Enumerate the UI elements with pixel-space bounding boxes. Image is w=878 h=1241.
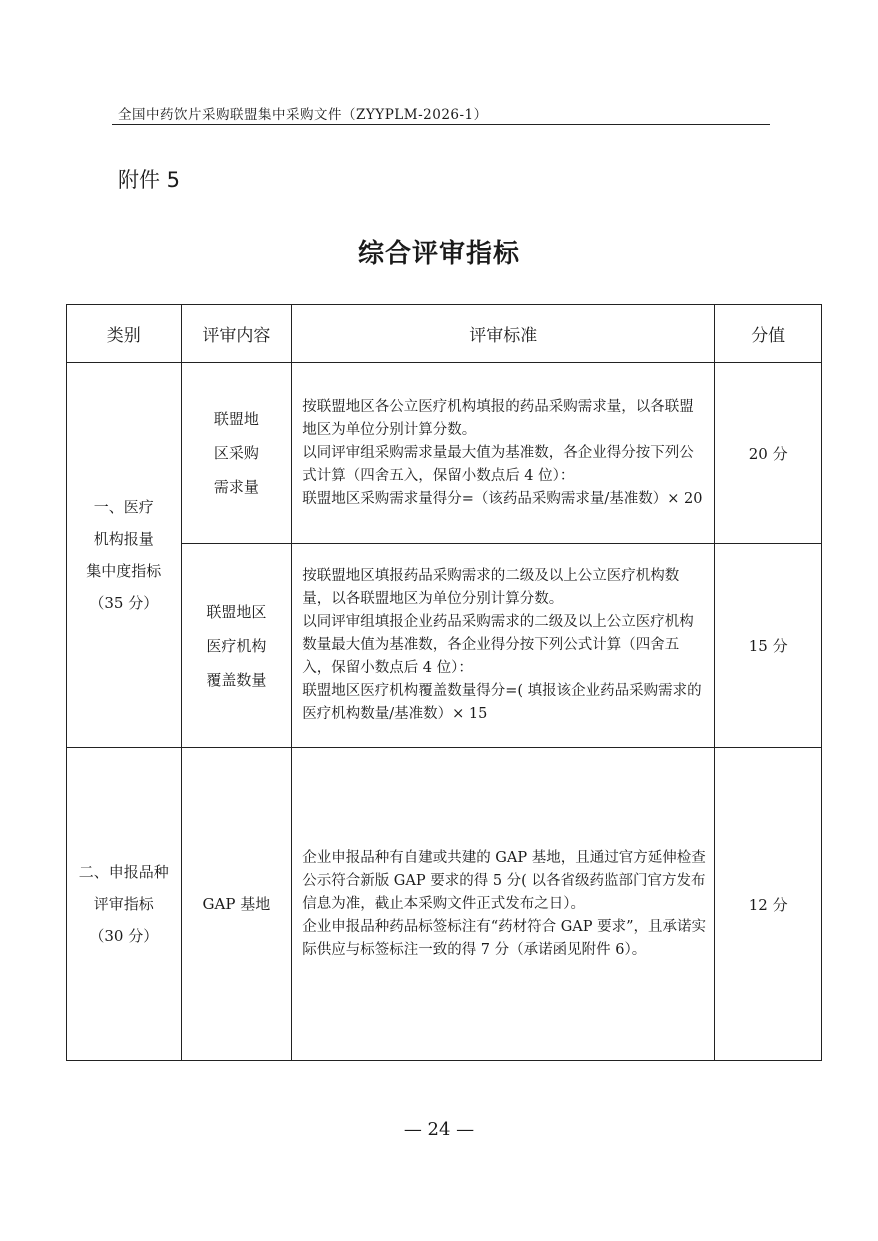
score-cell: 20 分 (715, 363, 822, 544)
page-title: 综合评审指标 (357, 239, 520, 269)
criteria-paragraph: 企业申报品种有自建或共建的 GAP 基地，且通过官方延伸检查公示符合新版 GAP 要求的得 5 分( 以各省级药监部门官方发布信息为准，截止本采购文件正式发布之日）。 (302, 849, 706, 912)
review-item-line: 覆盖数量 (206, 670, 267, 689)
criteria-cell (292, 748, 715, 1061)
category-line: 机构报量 (93, 530, 154, 548)
table-row (67, 748, 822, 1061)
column-header-category: 类别 (67, 305, 182, 363)
review-item-line: 联盟地 (213, 410, 259, 428)
attachment-label: 附件 5 (118, 168, 181, 192)
criteria-cell (292, 544, 715, 748)
running-header: 全国中药饮片采购联盟集中采购文件（ZYYPLM-2026-1） (118, 107, 488, 123)
category-cell (67, 363, 182, 748)
criteria-paragraph: 联盟地区医疗机构覆盖数量得分=( 填报该企业药品采购需求的医疗机构数量/基准数）× 15 (302, 683, 702, 722)
category-line: （30 分） (89, 927, 159, 945)
review-item-line: GAP 基地 (202, 895, 271, 913)
review-item-cell (181, 748, 292, 1061)
column-header-score: 分值 (715, 305, 822, 363)
score-cell: 12 分 (715, 748, 822, 1061)
review-item-cell (181, 544, 292, 748)
criteria-cell (292, 363, 715, 544)
category-line: 评审指标 (93, 895, 154, 913)
review-item-line: 区采购 (213, 444, 259, 462)
category-line: 一、医疗 (93, 498, 154, 516)
header-rule (112, 124, 770, 125)
review-item-line: 需求量 (213, 478, 259, 496)
criteria-paragraph: 按联盟地区填报药品采购需求的二级及以上公立医疗机构数量，以各联盟地区为单位分别计算分数。 (302, 568, 680, 607)
criteria-paragraph: 以同评审组采购需求量最大值为基准数，各企业得分按下列公式计算（四舍五入，保留小数点后 4 位）： (302, 444, 694, 484)
table-row (67, 363, 822, 544)
category-line: 二、申报品种 (78, 863, 169, 881)
review-criteria-table (66, 304, 822, 1061)
review-item-line: 联盟地区 (206, 602, 267, 621)
review-item-line: 医疗机构 (206, 636, 267, 655)
column-header-review-standard: 评审标准 (292, 305, 715, 363)
criteria-paragraph: 以同评审组填报企业药品采购需求的二级及以上公立医疗机构数量最大值为基准数，各企业得分按下列公式计算（四舍五入，保留小数点后 4 位）： (302, 614, 694, 676)
category-cell (67, 748, 182, 1061)
category-line: （35 分） (89, 594, 159, 612)
column-header-review-content: 评审内容 (181, 305, 292, 363)
category-line: 集中度指标 (86, 562, 162, 580)
page-number: — 24 — (403, 1119, 475, 1140)
score-cell: 15 分 (715, 544, 822, 748)
criteria-paragraph: 联盟地区采购需求量得分=（该药品采购需求量/基准数）× 20 (302, 490, 703, 507)
table-header-row (67, 305, 822, 363)
criteria-paragraph: 企业申报品种药品标签标注有“药材符合 GAP 要求”，且承诺实际供应与标签标注一致的得 7 分（承诺函见附件 6）。 (302, 918, 707, 958)
review-item-cell (181, 363, 292, 544)
criteria-paragraph: 按联盟地区各公立医疗机构填报的药品采购需求量，以各联盟地区为单位分别计算分数。 (302, 398, 694, 438)
